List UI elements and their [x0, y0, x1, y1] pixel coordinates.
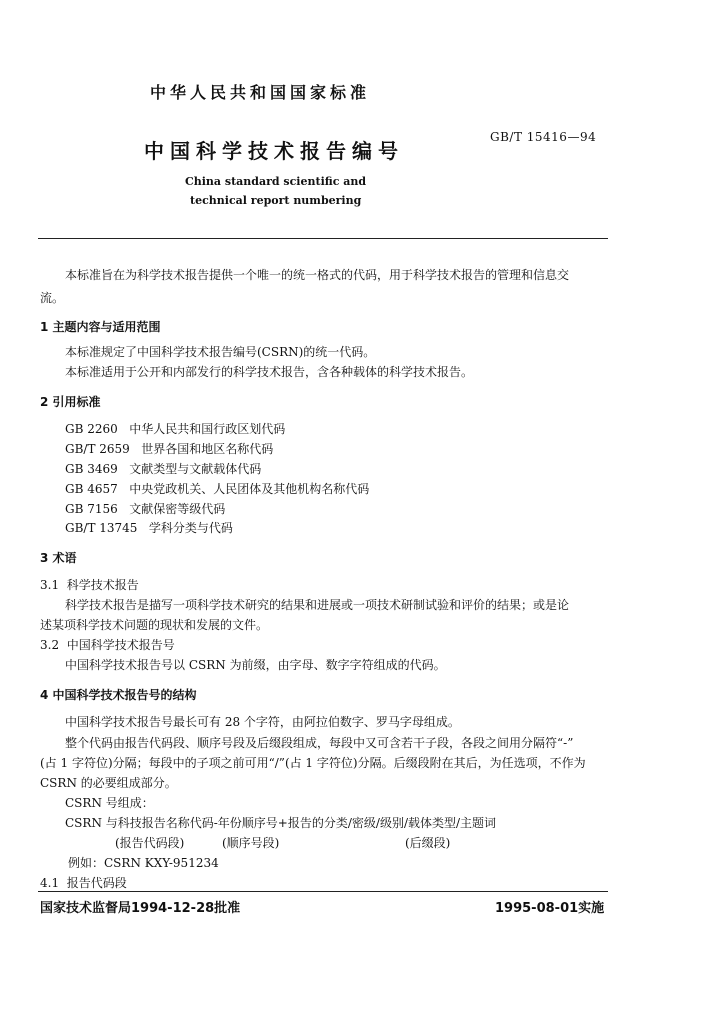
section-3-1-line-2: 述某项科学技术问题的现状和发展的文件。 [40, 618, 269, 632]
reference-item: GB/T 2659 世界各国和地区名称代码 [65, 442, 274, 456]
reference-item: GB 7156 文献保密等级代码 [65, 502, 226, 516]
section-2-heading: 2 引用标准 [40, 395, 101, 409]
intro-line-1: 本标准旨在为科学技术报告提供一个唯一的统一格式的代码，用于科学技术报告的管理和信息交 [65, 268, 570, 282]
reference-item: GB 3469 文献类型与文献载体代码 [65, 462, 262, 476]
section-4-para-1: 中国科学技术报告号最长可有 28 个字符，由阿拉伯数字、罗马字母组成。 [65, 715, 460, 729]
label-suffix-segment: (后缀段) [405, 836, 451, 850]
intro-line-2: 流。 [40, 291, 65, 305]
header-rule [38, 238, 608, 239]
csrn-formula: CSRN 与科技报告名称代码-年份顺序号+报告的分类/密级/级别/载体类型/主题词 [65, 816, 497, 830]
section-3-1-line-1: 科学技术报告是描写一项科学技术研究的结果和进展或一项技术研制试验和评价的结果；或是论 [65, 598, 570, 612]
section-4-heading: 4 中国科学技术报告号的结构 [40, 688, 197, 702]
section-4-para-2-line-2: (占 1 字符位)分隔；每段中的子项之前可用“/”(占 1 字符位)分隔。后缀段附在其后，为任选项，不作为 [40, 756, 586, 770]
national-standard-title: 中华人民共和国国家标准 [150, 83, 371, 102]
section-3-2-line-1: 中国科学技术报告号以 CSRN 为前缀，由字母、数字字符组成的代码。 [65, 658, 446, 672]
section-4-para-2-line-3: CSRN 的必要组成部分。 [40, 776, 177, 790]
section-1-para-1: 本标准规定了中国科学技术报告编号(CSRN)的统一代码。 [65, 345, 376, 359]
reference-item: GB 2260 中华人民共和国行政区划代码 [65, 422, 286, 436]
csrn-example: 例如：CSRN KXY-951234 [68, 856, 219, 870]
label-sequence-segment: (顺序号段) [222, 836, 280, 850]
english-title-line1: China standard scientific and [185, 175, 367, 188]
section-4-para-2-line-1: 整个代码由报告代码段、顺序号段及后缀段组成，每段中又可含若干子段，各段之间用分隔符“-” [65, 736, 574, 750]
approval-date: 国家技术监督局1994-12-28批准 [40, 901, 241, 916]
csrn-composition-label: CSRN 号组成： [65, 796, 154, 810]
implementation-date: 1995-08-01实施 [495, 901, 605, 916]
section-3-1-heading: 3.1 科学技术报告 [40, 578, 139, 592]
standard-code: GB/T 15416—94 [490, 130, 597, 144]
section-3-2-heading: 3.2 中国科学技术报告号 [40, 638, 175, 652]
reference-item: GB/T 13745 学科分类与代码 [65, 521, 233, 535]
label-report-code-segment: (报告代码段) [115, 836, 185, 850]
reference-item: GB 4657 中央党政机关、人民团体及其他机构名称代码 [65, 482, 370, 496]
section-3-heading: 3 术语 [40, 551, 77, 565]
section-1-heading: 1 主题内容与适用范围 [40, 320, 161, 334]
section-4-1-heading: 4.1 报告代码段 [40, 876, 127, 890]
english-title-line2: technical report numbering [190, 194, 362, 207]
document-title: 中国科学技术报告编号 [144, 139, 404, 163]
footer-rule [38, 891, 608, 892]
section-1-para-2: 本标准适用于公开和内部发行的科学技术报告，含各种载体的科学技术报告。 [65, 365, 474, 379]
